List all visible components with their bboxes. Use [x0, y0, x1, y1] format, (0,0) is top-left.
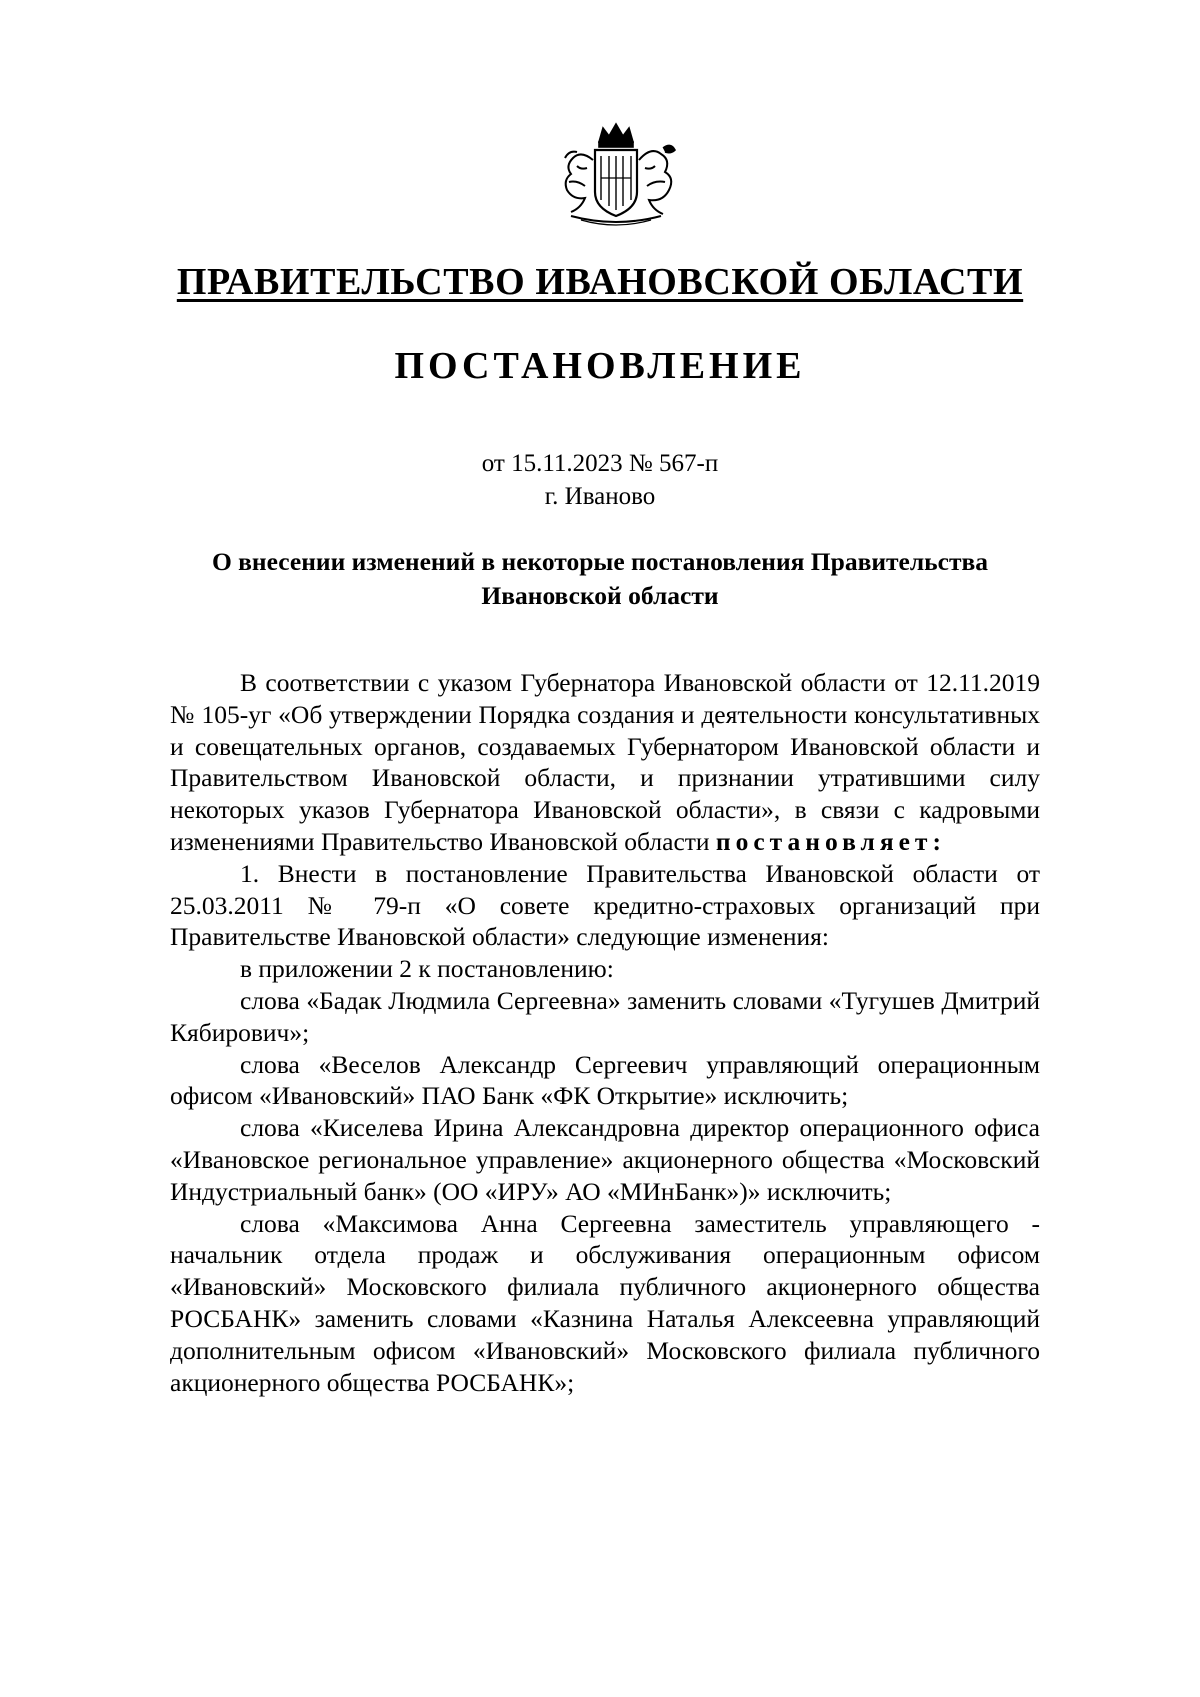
- subject-line-1: О внесении изменений в некоторые постановления Правительства: [211, 547, 989, 576]
- document-subject: [170, 545, 1030, 613]
- preamble-text: В соответствии с указом Губернатора Ивановской области от 12.11.2019 № 105-уг «Об утверждении Порядка создания и деятельности консультативных и совещательных органов, создаваемых Губернатором Ивановской области и Правительством Ивановской области, и признании утратившими силу некоторых указов Губернатора Ивановской области», в связи с кадровыми изменениями Правительство Ивановской области: [170, 668, 1040, 856]
- preamble-paragraph: [170, 667, 1040, 858]
- decree-word: постановляет:: [715, 826, 946, 856]
- change-1-paragraph: слова «Бадак Людмила Сергеевна» заменить словами «Тугушев Дмитрий Кябирович»;: [170, 985, 1040, 1047]
- city: г. Иваново: [544, 483, 656, 510]
- item-1-paragraph: 1. Внести в постановление Правительства Ивановской области от 25.03.2011 № 79-п «О совете кредитно-страховых организаций при Правительстве Ивановской области» следующие изменения:: [170, 858, 1040, 952]
- change-2-paragraph: слова «Веселов Александр Сергеевич управляющий операционным офисом «Ивановский» ПАО Банк «ФК Открытие» исключить;: [170, 1049, 1040, 1111]
- ivanovo-coat-of-arms-icon: [551, 120, 681, 228]
- document-type: ПОСТАНОВЛЕНИЕ: [394, 345, 806, 387]
- document-meta: [0, 447, 1200, 513]
- document-body: [170, 667, 1040, 1398]
- government-title: [0, 263, 1200, 301]
- date-number: от 15.11.2023 № 567-п: [481, 450, 719, 477]
- government-title-text: ПРАВИТЕЛЬСТВО ИВАНОВСКОЙ ОБЛАСТИ: [176, 261, 1024, 303]
- change-4-paragraph: слова «Максимова Анна Сергеевна заместитель управляющего - начальник отдела продаж и обслуживания операционным офисом «Ивановский» Московского филиала публичного акционерного общества РОСБАНК» заменить словами «Казнина Наталья Алексеевна управляющий дополнительным офисом «Ивановский» Московского филиала публичного акционерного общества РОСБАНК»;: [170, 1208, 1040, 1397]
- annex-paragraph: в приложении 2 к постановлению:: [240, 954, 614, 984]
- subject-line-2: Ивановской области: [481, 581, 719, 610]
- change-3-paragraph: слова «Киселева Ирина Александровна директор операционного офиса «Ивановское региональное управление» акционерного общества «Московский Индустриальный банк» (ОО «ИРУ» АО «МИнБанк»)» исключить;: [170, 1113, 1040, 1206]
